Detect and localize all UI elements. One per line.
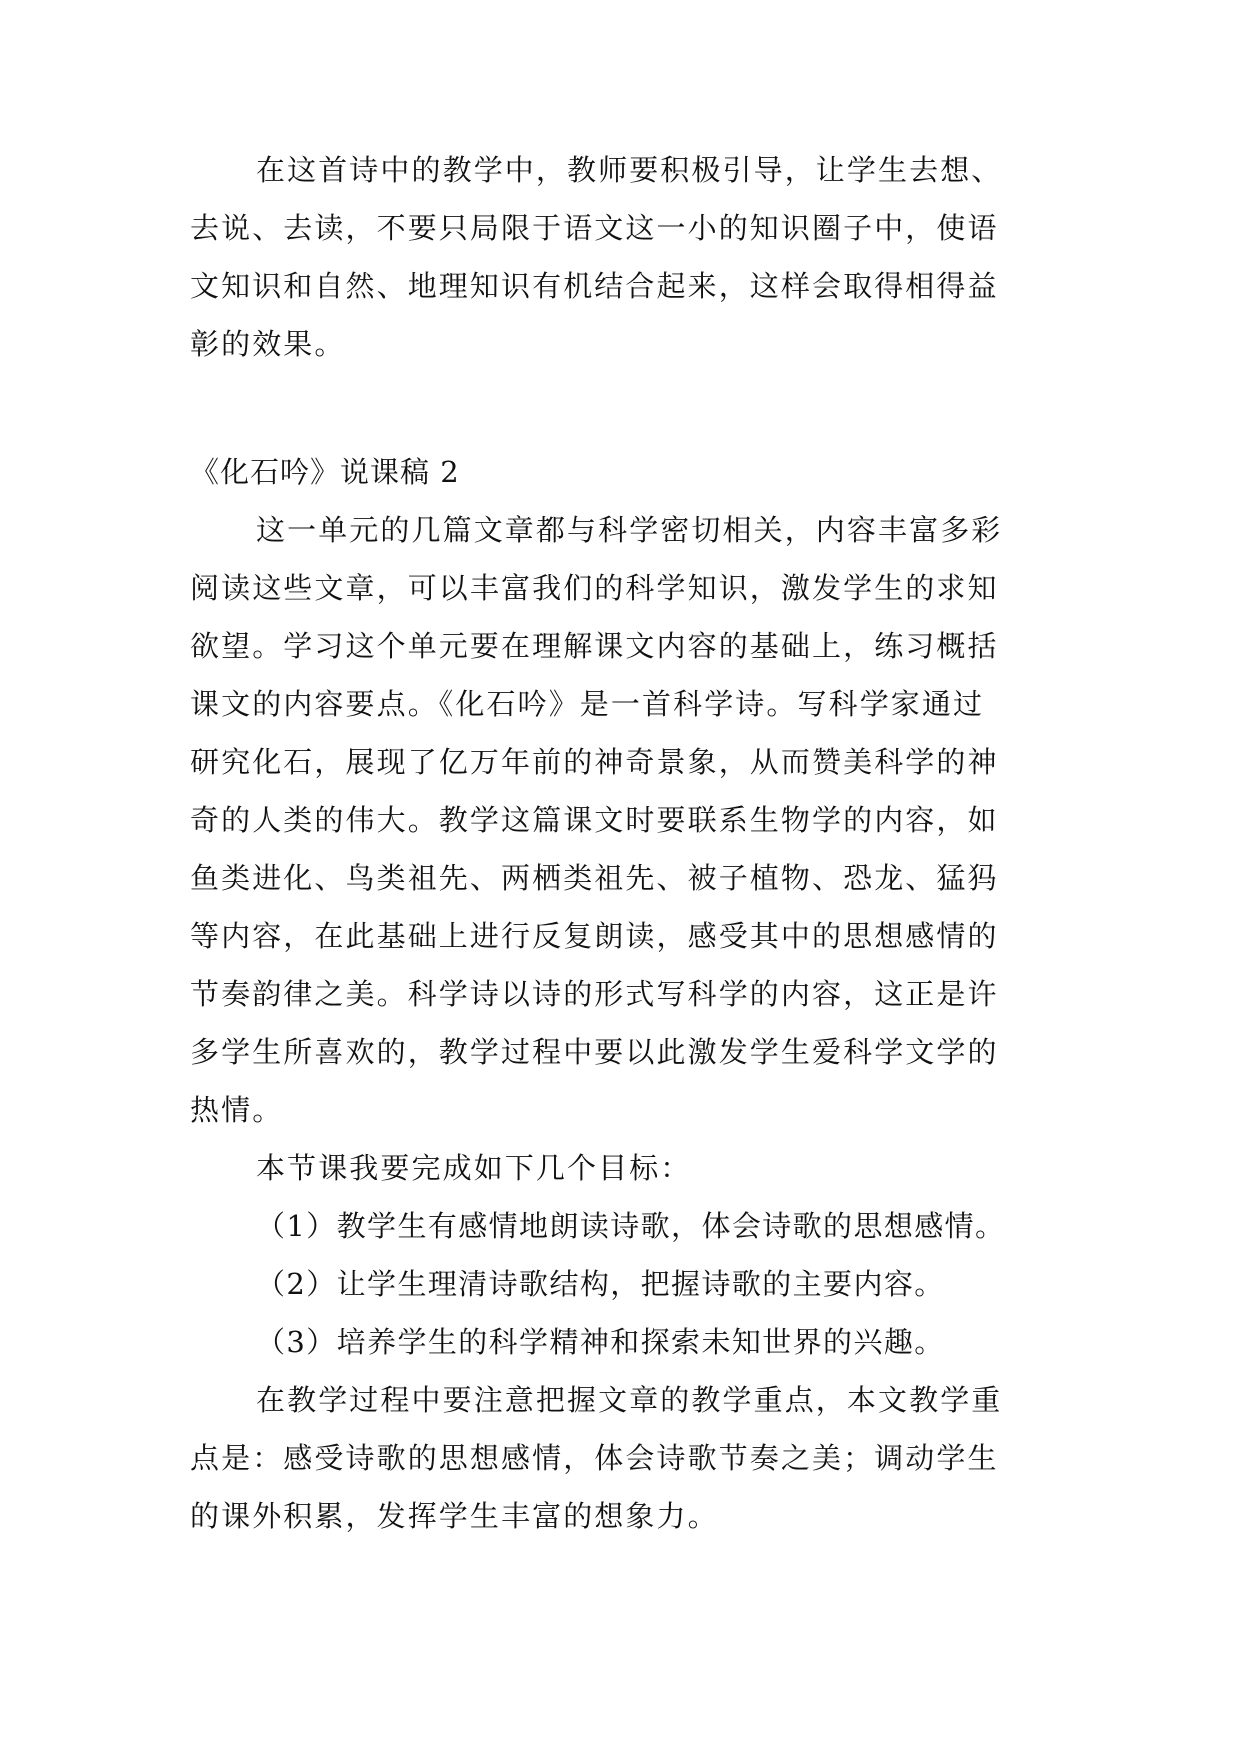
para1-line-4: 彰的效果。 [190, 327, 346, 361]
para2-line-5: 研究化石，展现了亿万年前的神奇景象，从而赞美科学的神 [190, 745, 999, 779]
para2-line-8: 等内容，在此基础上进行反复朗读，感受其中的思想感情的 [190, 919, 999, 953]
para2-line-2: 阅读这些文章，可以丰富我们的科学知识，激发学生的求知 [190, 571, 999, 605]
para2-line-1: 这一单元的几篇文章都与科学密切相关，内容丰富多彩 [256, 513, 1003, 547]
para1-line-2: 去说、去读，不要只局限于语文这一小的知识圈子中，使语 [190, 211, 999, 245]
goal-item-3: （3）培养学生的科学精神和探索未知世界的兴趣。 [256, 1325, 945, 1359]
para2-line-6: 奇的人类的伟大。教学这篇课文时要联系生物学的内容，如 [190, 803, 999, 837]
goals-intro: 本节课我要完成如下几个目标： [256, 1151, 692, 1185]
para1-line-1: 在这首诗中的教学中，教师要积极引导，让学生去想、 [256, 153, 1003, 187]
para1-line-3: 文知识和自然、地理知识有机结合起来，这样会取得相得益 [190, 269, 999, 303]
goal-item-1: （1）教学生有感情地朗读诗歌，体会诗歌的思想感情。 [256, 1209, 1006, 1243]
para2-line-7: 鱼类进化、鸟类祖先、两栖类祖先、被子植物、恐龙、猛犸 [190, 861, 999, 895]
goal-item-2: （2）让学生理清诗歌结构，把握诗歌的主要内容。 [256, 1267, 945, 1301]
para3-line-2: 点是：感受诗歌的思想感情，体会诗歌节奏之美；调动学生 [190, 1441, 999, 1475]
para2-line-3: 欲望。学习这个单元要在理解课文内容的基础上，练习概括 [190, 629, 999, 663]
para2-line-9: 节奏韵律之美。科学诗以诗的形式写科学的内容，这正是许 [190, 977, 999, 1011]
para3-line-3: 的课外积累，发挥学生丰富的想象力。 [190, 1499, 719, 1533]
para2-line-11: 热情。 [190, 1093, 284, 1127]
para2-line-4: 课文的内容要点。《化石吟》是一首科学诗。写科学家通过 [190, 687, 985, 721]
para3-line-1: 在教学过程中要注意把握文章的教学重点，本文教学重 [256, 1383, 1003, 1417]
section-heading: 《化石吟》说课稿 2 [190, 455, 460, 489]
para2-line-10: 多学生所喜欢的，教学过程中要以此激发学生爱科学文学的 [190, 1035, 999, 1069]
